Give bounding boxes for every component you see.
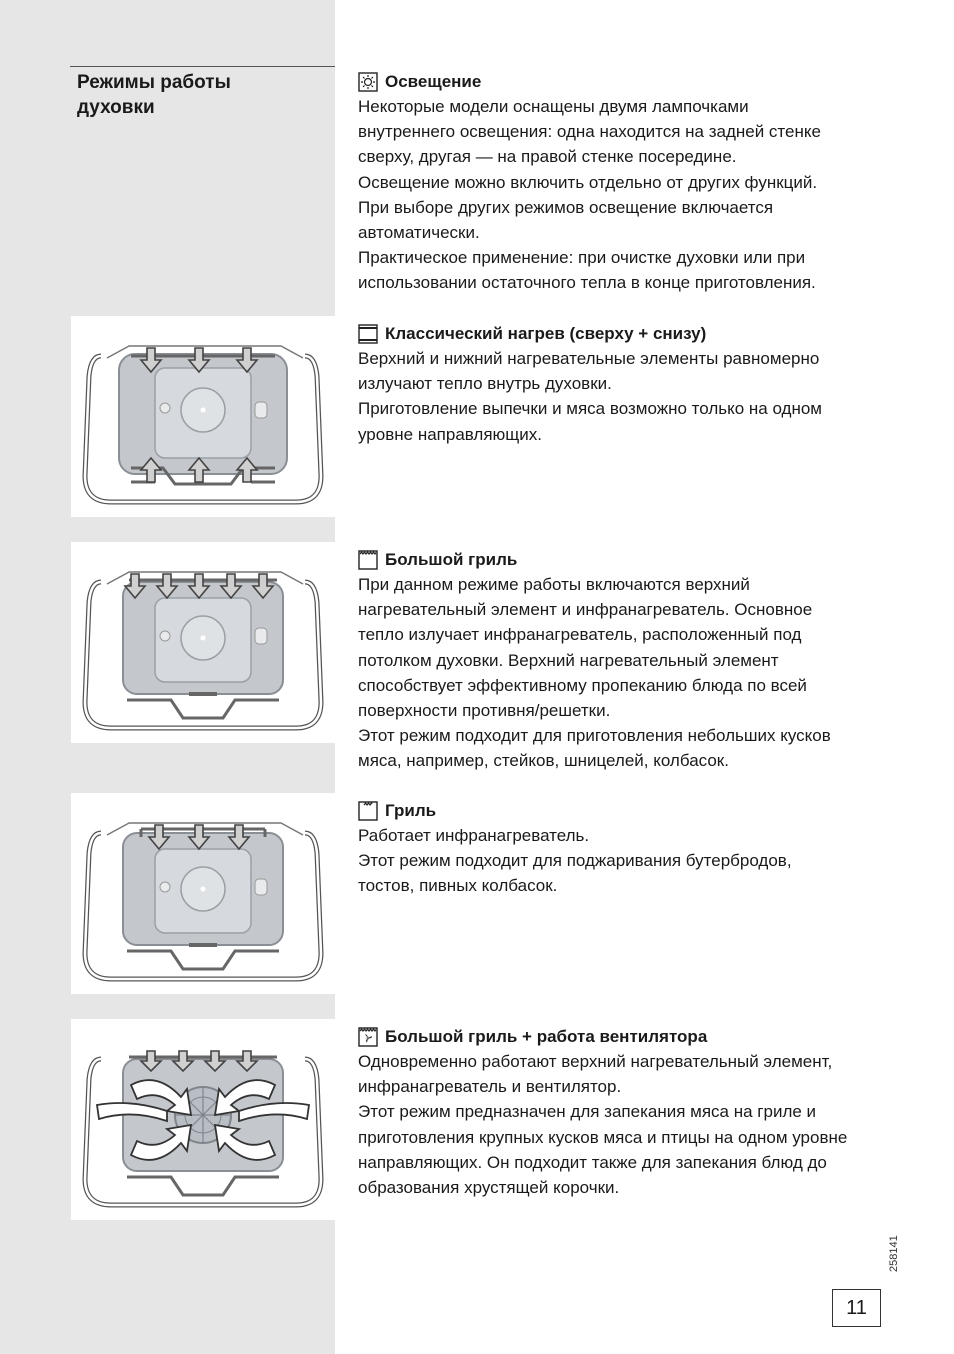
mode-title: Освещение	[385, 72, 482, 91]
mode-large-grill-fan	[358, 1025, 898, 1200]
mode-text-line: Этот режим подходит для поджаривания бутербродов,	[358, 851, 792, 871]
mode-text-line: направляющих. Он подходит также для запекания блюд до	[358, 1152, 827, 1172]
section-divider	[70, 66, 335, 67]
mode-title: Гриль	[385, 801, 437, 820]
oven-illustration-large-grill	[71, 542, 335, 743]
mode-text-line: Практическое применение: при очистке духовки или при	[358, 248, 806, 268]
document-code: 258141	[888, 1235, 900, 1272]
top-bottom-heat-icon	[358, 324, 378, 344]
mode-text-line: сверху, другая — на правой стенке посередине.	[358, 147, 737, 167]
mode-text-line: образования хрустящей корочки.	[358, 1178, 620, 1198]
mode-text-line: внутреннего освещения: одна находится на задней стенке	[358, 122, 821, 142]
mode-text-line: автоматически.	[358, 223, 480, 243]
mode-heading	[358, 548, 898, 572]
mode-text-line: При выборе других режимов освещение включается	[358, 197, 774, 217]
mode-text-line: использовании остаточного тепла в конце приготовления.	[358, 273, 816, 293]
mode-title: Большой гриль + работа вентилятора	[385, 1027, 708, 1046]
grill-icon	[358, 801, 378, 821]
large-grill-icon	[358, 550, 378, 570]
mode-text-line: Некоторые модели оснащены двумя лампочками	[358, 97, 749, 116]
mode-heading	[358, 322, 898, 346]
mode-text-line: уровне направляющих.	[358, 424, 542, 444]
mode-text-line: поверхности противня/решетки.	[358, 701, 611, 721]
section-title: Режимы работы духовки	[77, 72, 231, 118]
mode-grill	[358, 799, 898, 899]
mode-text-line: Освещение можно включить отдельно от других функций.	[358, 172, 818, 192]
mode-text-line: Приготовление выпечки и мяса возможно только на одном	[358, 399, 822, 419]
mode-text-line: Этот режим предназначен для запекания мяса на гриле и	[358, 1102, 817, 1122]
mode-large-grill	[358, 548, 898, 774]
mode-text-line: Работает инфранагреватель.	[358, 826, 590, 845]
large-grill-fan-icon	[358, 1027, 378, 1047]
oven-illustration-grill	[71, 793, 335, 994]
mode-text-line: инфранагреватель и вентилятор.	[358, 1077, 622, 1097]
oven-illustration-large-grill-fan	[71, 1019, 335, 1220]
mode-lighting	[358, 70, 898, 296]
oven-illustration-top-bottom-heat	[71, 316, 335, 517]
mode-text-line: Одновременно работают верхний нагревательный элемент,	[358, 1052, 833, 1071]
mode-heading	[358, 799, 898, 823]
mode-title: Большой гриль	[385, 550, 518, 569]
mode-text-line: мяса, например, стейков, шницелей, колбасок.	[358, 751, 729, 771]
mode-text-line: тостов, пивных колбасок.	[358, 876, 558, 896]
light-bulb-icon	[358, 72, 378, 92]
mode-text-line: излучают тепло внутрь духовки.	[358, 374, 612, 394]
mode-text-line: нагревательный элемент и инфранагреватель. Основное	[358, 600, 813, 620]
mode-text-line: Этот режим подходит для приготовления небольших кусков	[358, 726, 831, 746]
mode-text-line: способствует эффективному пропеканию блюда по всей	[358, 675, 807, 695]
mode-text-line: Верхний и нижний нагревательные элементы равномерно	[358, 349, 820, 368]
mode-text-line: тепло излучает инфранагреватель, расположенный под	[358, 625, 802, 645]
mode-top-bottom-heat	[358, 322, 898, 447]
mode-title: Классический нагрев (сверху + снизу)	[385, 324, 707, 343]
mode-heading	[358, 70, 898, 94]
page-number: 11	[832, 1289, 881, 1327]
mode-text-line: При данном режиме работы включаются верхний	[358, 575, 750, 594]
mode-text-line: потолком духовки. Верхний нагревательный элемент	[358, 650, 779, 670]
mode-heading	[358, 1025, 898, 1049]
mode-text-line: приготовления крупных кусков мяса и птицы на одном уровне	[358, 1127, 848, 1147]
